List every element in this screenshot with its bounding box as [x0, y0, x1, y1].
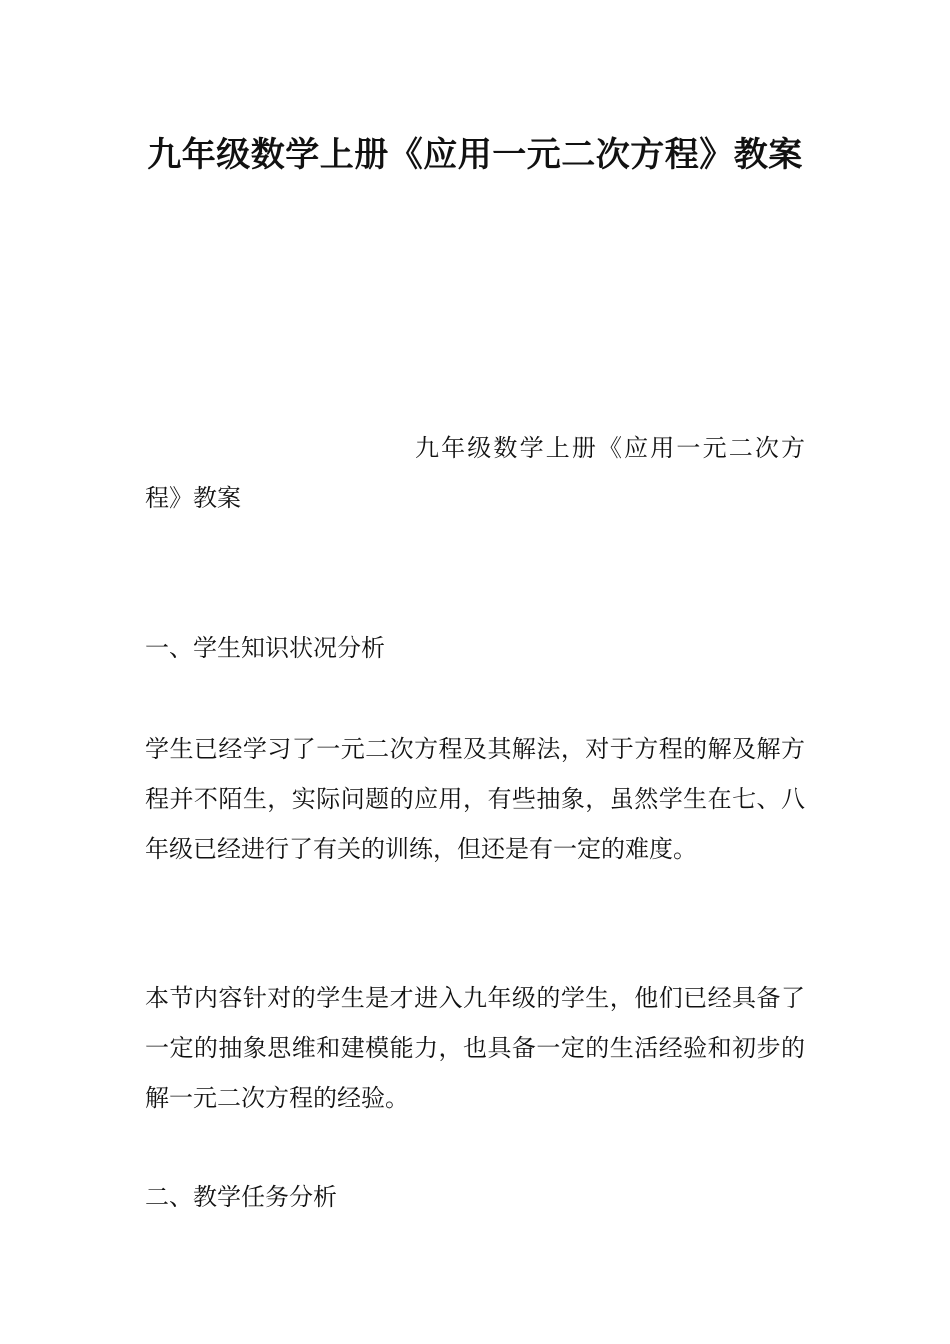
section-heading-teaching-task-analysis: 二、教学任务分析 — [145, 1183, 337, 1211]
paragraph-student-knowledge: 学生已经学习了一元二次方程及其解法，对于方程的解及解方程并不陌生，实际问题的应用，有些抽象，虽然学生在七、八年级已经进行了有关的训练，但还是有一定的难度。 — [145, 735, 805, 863]
document-title: 九年级数学上册《应用一元二次方程》教案 — [147, 135, 803, 175]
paragraph-student-abilities: 本节内容针对的学生是才进入九年级的学生，他们已经具备了一定的抽象思维和建模能力，也具备一定的生活经验和初步的解一元二次方程的经验。 — [145, 984, 805, 1112]
section-heading-student-analysis: 一、学生知识状况分析 — [145, 634, 385, 662]
document-subtitle: 九年级数学上册《应用一元二次方程》教案 — [145, 434, 805, 512]
